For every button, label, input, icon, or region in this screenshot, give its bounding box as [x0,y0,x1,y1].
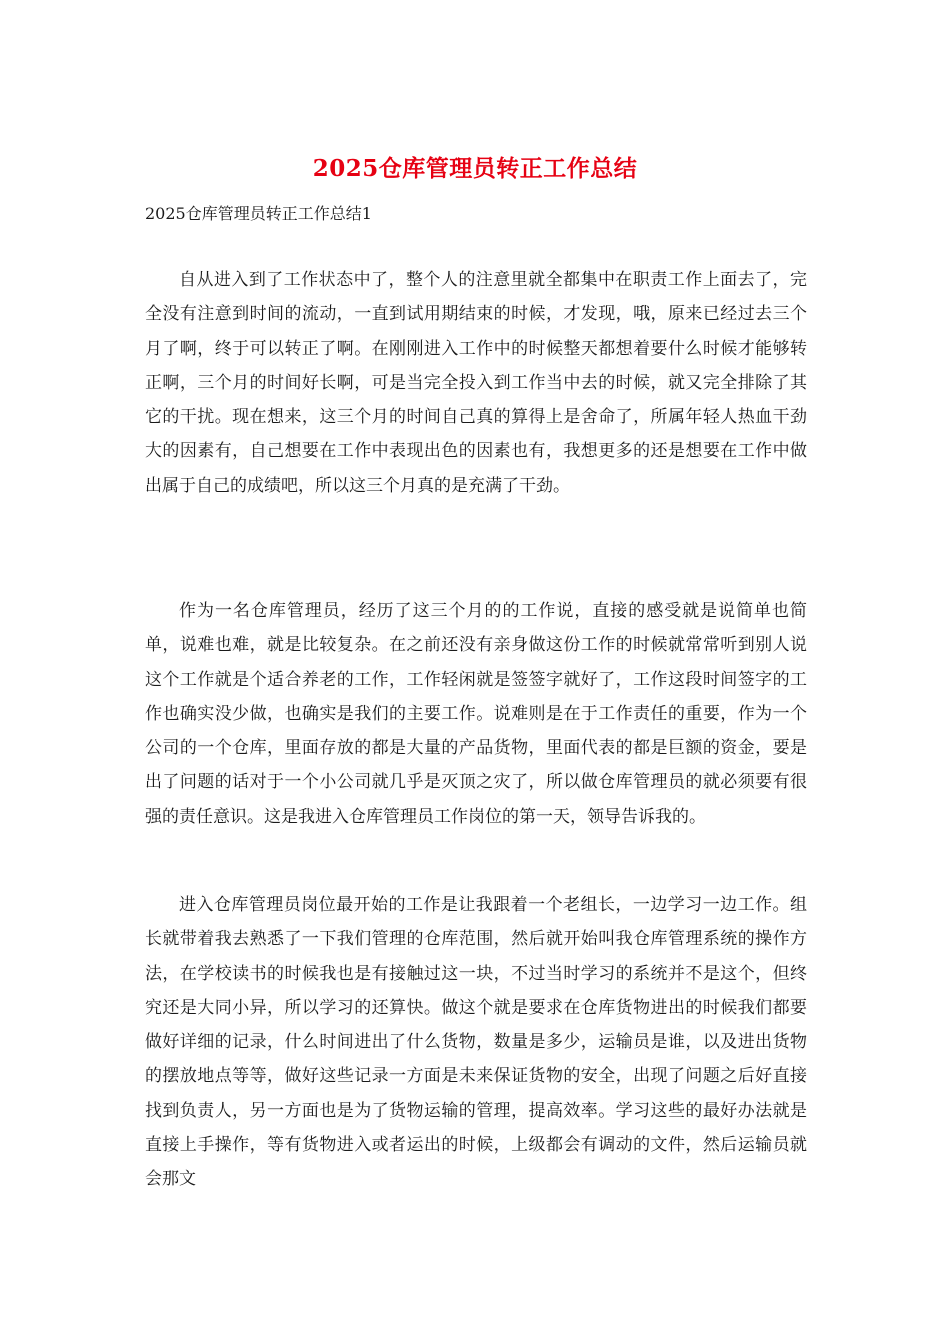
body-paragraph-1: 自从进入到了工作状态中了，整个人的注意里就全都集中在职责工作上面去了，完全没有注意到时间的流动，一直到试用期结束的时候，才发现，哦，原来已经过去三个月了啊，终于可以转正了啊。在刚刚进入工作中的时候整天都想着要什么时候才能够转正啊，三个月的时间好长啊，可是当完全投入到工作当中去的时候，就又完全排除了其它的干扰。现在想来，这三个月的时间自己真的算得上是舍命了，所属年轻人热血干劲大的因素有，自己想要在工作中表现出色的因素也有，我想更多的还是想要在工作中做出属于自己的成绩吧，所以这三个月真的是充满了干劲。 [145,270,807,496]
document-title: 2025仓库管理员转正工作总结 [312,155,638,182]
document-subtitle: 2025仓库管理员转正工作总结1 [145,204,372,223]
body-paragraph-2: 作为一名仓库管理员，经历了这三个月的的工作说，直接的感受就是说简单也简单，说难也难，就是比较复杂。在之前还没有亲身做这份工作的时候就常常听到别人说这个工作就是个适合养老的工作，工作轻闲就是签签字就好了，工作这段时间签字的工作也确实没少做，也确实是我们的主要工作。说难则是在于工作责任的重要，作为一个公司的一个仓库，里面存放的都是大量的产品货物，里面代表的都是巨额的资金，要是出了问题的话对于一个小公司就几乎是灭顶之灾了，所以做仓库管理员的就必须要有很强的责任意识。这是我进入仓库管理员工作岗位的第一天，领导告诉我的。 [145,601,807,827]
body-paragraph-3: 进入仓库管理员岗位最开始的工作是让我跟着一个老组长，一边学习一边工作。组长就带着我去熟悉了一下我们管理的仓库范围，然后就开始叫我仓库管理系统的操作方法，在学校读书的时候我也是有接触过这一块，不过当时学习的系统并不是这个，但终究还是大同小异，所以学习的还算快。做这个就是要求在仓库货物进出的时候我们都要做好详细的记录，什么时间进出了什么货物，数量是多少，运输员是谁，以及进出货物的摆放地点等等，做好这些记录一方面是未来保证货物的安全，出现了问题之后好直接找到负责人，另一方面也是为了货物运输的管理，提高效率。学习这些的最好办法就是直接上手操作，等有货物进入或者运出的时候，上级都会有调动的文件，然后运输员就会那文 [145,895,807,1190]
